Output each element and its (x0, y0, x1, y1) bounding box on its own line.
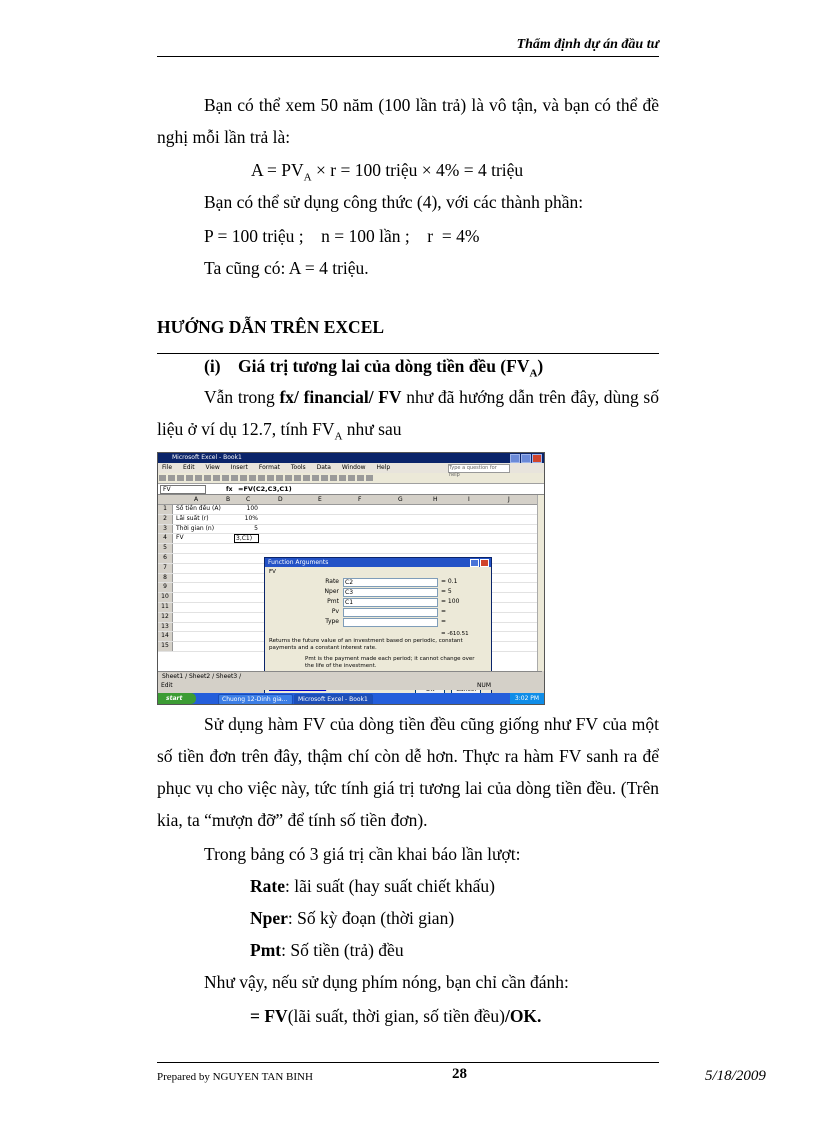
row-number[interactable]: 7 (158, 564, 173, 573)
page-number: 28 (452, 1066, 467, 1082)
cell-a1[interactable]: Số tiền đều (A) (176, 505, 221, 512)
fx-icon[interactable]: fx (226, 486, 233, 493)
redo-icon[interactable] (249, 475, 256, 481)
windows-taskbar (158, 693, 544, 704)
paragraph-intro (157, 381, 659, 453)
font-color-icon[interactable] (366, 475, 373, 481)
chart-icon[interactable] (276, 475, 283, 481)
name-box[interactable]: FV (160, 485, 206, 494)
dialog-titlebar (265, 558, 491, 567)
item-pmt (250, 934, 752, 966)
sum-icon[interactable] (258, 475, 265, 481)
arg-result-type: = (441, 618, 447, 625)
paste-icon[interactable] (231, 475, 238, 481)
column-headers (158, 495, 538, 505)
excel-toolbar (158, 473, 544, 484)
menu-view[interactable]: View (205, 464, 220, 471)
cell-a3[interactable]: Thời gian (n) (176, 524, 215, 532)
spreadsheet-grid (158, 495, 538, 671)
item-rate-label: Rate (250, 876, 285, 896)
footer-date: 5/18/2009 (705, 1068, 766, 1084)
status-num: NUM (476, 682, 491, 689)
vertical-scrollbar[interactable] (537, 495, 544, 671)
paragraph-a-value: Ta cũng có: A = 4 triệu. (204, 258, 369, 278)
section-divider (157, 353, 659, 354)
paragraph-params: P = 100 triệu ; n = 100 lần ; r = 4% (204, 226, 480, 246)
row-number[interactable]: 5 (158, 544, 173, 553)
item-pmt-text: : Số tiền (trả) đều (281, 940, 404, 960)
arg-row-rate (269, 578, 487, 586)
excel-screenshot (157, 452, 545, 705)
formula-pre: A = PV (251, 160, 304, 180)
status-mode: Edit (161, 682, 173, 689)
dialog-function-name: FV (269, 569, 276, 575)
menu-data[interactable]: Data (316, 464, 331, 471)
menu-window[interactable]: Window (341, 464, 366, 471)
arg-row-pv (269, 608, 487, 616)
arg-result-pv: = (441, 608, 447, 615)
spell-icon[interactable] (204, 475, 211, 481)
footer-author: Prepared by NGUYEN TAN BINH (157, 1071, 313, 1083)
col-a[interactable]: A (194, 496, 199, 503)
arg-input-rate[interactable]: C2 (343, 578, 438, 587)
save-icon[interactable] (177, 475, 184, 481)
bold-icon[interactable] (294, 475, 301, 481)
formula-bar (158, 484, 544, 495)
col-j[interactable]: J (508, 496, 510, 503)
align-icon[interactable] (321, 475, 328, 481)
arg-input-pmt[interactable]: C1 (343, 598, 438, 607)
help-search-input[interactable]: Type a question for help (448, 464, 510, 473)
excel-titlebar (158, 453, 544, 463)
sort-icon[interactable] (267, 475, 274, 481)
menu-tools[interactable]: Tools (290, 464, 306, 471)
preview-icon[interactable] (195, 475, 202, 481)
table-row (158, 515, 538, 525)
arg-label-pv: Pv (331, 608, 339, 615)
paragraph-three-values: Trong bảng có 3 giá trị cần khai báo lần lượt: (204, 844, 521, 864)
row-number[interactable]: 12 (158, 613, 173, 622)
row-number[interactable]: 13 (158, 623, 173, 632)
row-number[interactable]: 14 (158, 632, 173, 641)
cell-c3[interactable]: 5 (254, 524, 258, 532)
formula-post: × r = 100 triệu × 4% = 4 triệu (311, 160, 524, 180)
arg-input-nper[interactable]: C3 (343, 588, 438, 597)
underline-icon[interactable] (312, 475, 319, 481)
arg-label-type: Type (325, 618, 339, 625)
formula-fv (250, 1000, 752, 1032)
currency-icon[interactable] (330, 475, 337, 481)
table-row (158, 544, 538, 554)
section-heading: HƯỚNG DẪN TRÊN EXCEL (157, 317, 385, 337)
table-row (158, 534, 538, 544)
copy-icon[interactable] (222, 475, 229, 481)
subsection-post: ) (537, 356, 544, 376)
item-nper-label: Nper (250, 908, 288, 928)
row-number[interactable]: 1 (158, 505, 173, 514)
row-number[interactable]: 11 (158, 603, 173, 612)
arg-row-type (269, 618, 487, 626)
row-number[interactable]: 10 (158, 593, 173, 602)
col-d[interactable]: D (278, 496, 283, 503)
arg-result-pmt: = 100 (441, 598, 460, 605)
row-number[interactable]: 6 (158, 554, 173, 563)
menu-file[interactable]: File (162, 464, 173, 471)
table-row (158, 505, 538, 515)
row-number[interactable]: 8 (158, 574, 173, 583)
cell-c4-active[interactable]: 3,C1) (234, 534, 259, 543)
close-icon[interactable] (480, 559, 489, 567)
col-c[interactable]: C (246, 496, 251, 503)
intro-bold: fx/ financial/ FV (279, 387, 402, 407)
arg-label-nper: Nper (324, 588, 339, 595)
subsection-heading (204, 356, 543, 380)
formula-fv-prefix: = FV (250, 1006, 288, 1026)
item-nper-text: : Số kỳ đoạn (thời gian) (287, 908, 455, 928)
dialog-description: Returns the future value of an investment based on periodic, constant payments and a constant interest rate. (269, 638, 463, 651)
print-icon[interactable] (186, 475, 193, 481)
col-e[interactable]: E (318, 496, 322, 503)
col-f[interactable]: F (358, 496, 362, 503)
row-number[interactable]: 15 (158, 642, 173, 651)
arg-label-pmt: Pmt (327, 598, 339, 605)
formula-fv-suffix: /OK. (504, 1006, 542, 1026)
new-icon[interactable] (159, 475, 166, 481)
col-b[interactable]: B (226, 496, 231, 503)
paragraph-hotkey: Như vậy, nếu sử dụng phím nóng, bạn chỉ cần đánh: (204, 972, 569, 992)
subsection-pre: (i) Giá trị tương lai của dòng tiền đều (FV (204, 356, 530, 376)
menu-insert[interactable]: Insert (230, 464, 248, 471)
close-icon[interactable] (532, 454, 542, 463)
cell-a2[interactable]: Lãi suất (r) (176, 514, 209, 522)
col-h[interactable]: H (433, 496, 438, 503)
item-rate-text: : lãi suất (hay suất chiết khấu) (284, 876, 495, 896)
start-button[interactable]: start (158, 693, 196, 704)
header-divider (157, 56, 659, 57)
intro-text2: như đã hướng dẫn trên đây, dùng số liệu ở ví dụ 12.7, tính FV (157, 387, 659, 439)
zoom-icon[interactable] (285, 475, 292, 481)
paragraph-formula4: Bạn có thể sử dụng công thức (4), với các thành phần: (204, 192, 584, 212)
footer-divider (157, 1062, 659, 1063)
row-number[interactable]: 4 (158, 534, 173, 543)
cut-icon[interactable] (213, 475, 220, 481)
excel-title: Microsoft Excel - Book1 (172, 454, 242, 461)
formula-input[interactable]: =FV(C2,C3,C1) (238, 485, 292, 493)
arg-input-type[interactable] (343, 618, 438, 627)
col-i[interactable]: I (468, 496, 470, 503)
taskbar-clock: 3:02 PM (510, 693, 544, 704)
cell-c1[interactable]: 100 (246, 505, 258, 512)
percent-icon[interactable] (339, 475, 346, 481)
arg-label-rate: Rate (325, 578, 339, 585)
paragraph-fv-explanation: Sử dụng hàm FV của dòng tiền đều cũng giống như FV của một số tiền đơn trên đây, thậm chí còn dễ hơn. Thực ra hàm FV sanh ra để phục vụ cho việc này, tức tính giá trị tương lai của dòng tiền đều. (Trên kia, ta “mượn đỡ” để tính số tiền đơn). (157, 714, 659, 830)
status-bar (158, 682, 541, 690)
arg-input-pv[interactable] (343, 608, 438, 617)
subsection-sub: A (529, 367, 538, 380)
paragraph-infinite: Bạn có thể xem 50 năm (100 lần trả) là vô tận, và bạn có thể đề nghị mỗi lần trả là: (157, 95, 659, 147)
row-number[interactable]: 3 (158, 525, 173, 534)
item-pmt-label: Pmt (250, 940, 282, 960)
excel-menubar (158, 463, 544, 478)
intro-text3: như sau (342, 419, 402, 439)
cell-c2[interactable]: 10% (244, 514, 258, 522)
formula-sub: A (303, 171, 312, 184)
sheet-tabs[interactable]: Sheet1 / Sheet2 / Sheet3 / (158, 671, 542, 682)
row-number[interactable]: 2 (158, 515, 173, 524)
formula-fv-args: (lãi suất, thời gian, số tiền đều) (287, 1006, 505, 1026)
col-g[interactable]: G (398, 496, 403, 503)
dialog-total: = -610.51 (441, 631, 469, 637)
header-title: Thẩm định dự án đầu tư (516, 37, 659, 52)
menu-help[interactable]: Help (376, 464, 391, 471)
maximize-icon[interactable] (521, 454, 531, 463)
undo-icon[interactable] (240, 475, 247, 481)
menu-format[interactable]: Format (258, 464, 280, 471)
table-row (158, 525, 538, 535)
intro-sub: A (334, 430, 343, 443)
item-rate (250, 870, 752, 902)
help-icon[interactable] (470, 559, 479, 567)
menu-edit[interactable]: Edit (182, 464, 195, 471)
dialog-title: Function Arguments (268, 559, 329, 566)
taskbar-item-word[interactable]: Chuong 12-Dinh gia... (218, 694, 293, 705)
italic-icon[interactable] (303, 475, 310, 481)
minimize-icon[interactable] (510, 454, 520, 463)
cell-a4[interactable]: FV (176, 534, 184, 542)
row-number[interactable]: 9 (158, 583, 173, 592)
intro-text1: Vẫn trong (204, 387, 280, 407)
open-icon[interactable] (168, 475, 175, 481)
dialog-pmt-description: Pmt is the payment made each period; it cannot change over the life of the investment. (305, 656, 475, 669)
border-icon[interactable] (348, 475, 355, 481)
arg-result-rate: = 0.1 (441, 578, 458, 585)
taskbar-item-excel[interactable]: Microsoft Excel - Book1 (294, 694, 373, 705)
arg-row-pmt (269, 598, 487, 606)
fill-icon[interactable] (357, 475, 364, 481)
arg-row-nper (269, 588, 487, 596)
item-nper (250, 902, 752, 934)
arg-result-nper: = 5 (441, 588, 452, 595)
